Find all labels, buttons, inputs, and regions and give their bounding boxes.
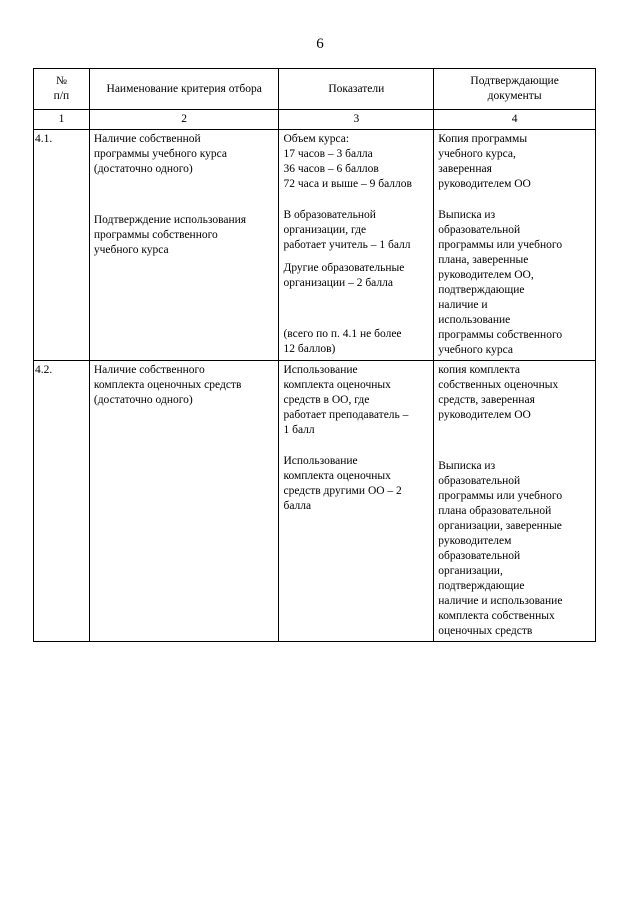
document-text: копия комплекта собственных оценочных средств, заверенная руководителем ОО <box>438 364 559 421</box>
criterion-cell <box>89 361 279 642</box>
document-text: Выписка из образовательной программы или учебного плана, заверенные руководителем ОО, подтверждающие наличие и использование программы собственного учебного курса <box>438 209 563 356</box>
table-row <box>34 130 596 361</box>
indicator-cell <box>279 130 434 361</box>
criterion-text: Наличие собственной программы учебного курса (достаточно одного) <box>93 133 227 175</box>
row-number: 4.1. <box>34 130 90 361</box>
indicator-total: (всего по п. 4.1 не более 12 баллов) <box>283 328 402 355</box>
indicator-cell <box>279 361 434 642</box>
criteria-table <box>33 68 596 642</box>
header-indicators: Показатели <box>279 69 434 110</box>
indicator-text: В образовательной организации, где работает учитель – 1 балл <box>283 209 411 251</box>
column-number: 4 <box>434 110 596 130</box>
header-documents: Подтверждающие документы <box>434 69 596 110</box>
column-number: 2 <box>89 110 279 130</box>
document-cell <box>434 361 596 642</box>
header-number: № п/п <box>34 69 90 110</box>
criterion-text: Подтверждение использования программы собственного учебного курса <box>93 214 247 256</box>
table-row <box>34 361 596 642</box>
indicator-text: Использование комплекта оценочных средств в ОО, где работает преподаватель – 1 балл <box>283 364 409 436</box>
document-cell <box>434 130 596 361</box>
criterion-text: Наличие собственного комплекта оценочных средств (достаточно одного) <box>93 364 242 406</box>
criterion-cell <box>89 130 279 361</box>
page-number: 6 <box>316 36 324 52</box>
header-row <box>34 69 596 110</box>
row-number: 4.2. <box>34 361 90 642</box>
indicator-text: Объем курса: 17 часов – 3 балла 36 часов – 6 баллов 72 часа и выше – 9 баллов <box>283 133 412 190</box>
column-number: 3 <box>279 110 434 130</box>
document-text: Выписка из образовательной программы или учебного плана образовательной организации, заверенные руководителем образовательной организации, подтверждающие наличие и использование комплекта собственных оценочных средств <box>438 460 563 637</box>
document-text: Копия программы учебного курса, заверенная руководителем ОО <box>438 133 531 190</box>
header-criterion: Наименование критерия отбора <box>89 69 279 110</box>
column-number: 1 <box>34 110 90 130</box>
indicator-text: Использование комплекта оценочных средств другими ОО – 2 балла <box>283 455 402 512</box>
indicator-text: Другие образовательные организации – 2 балла <box>283 262 405 289</box>
column-number-row <box>34 110 596 130</box>
